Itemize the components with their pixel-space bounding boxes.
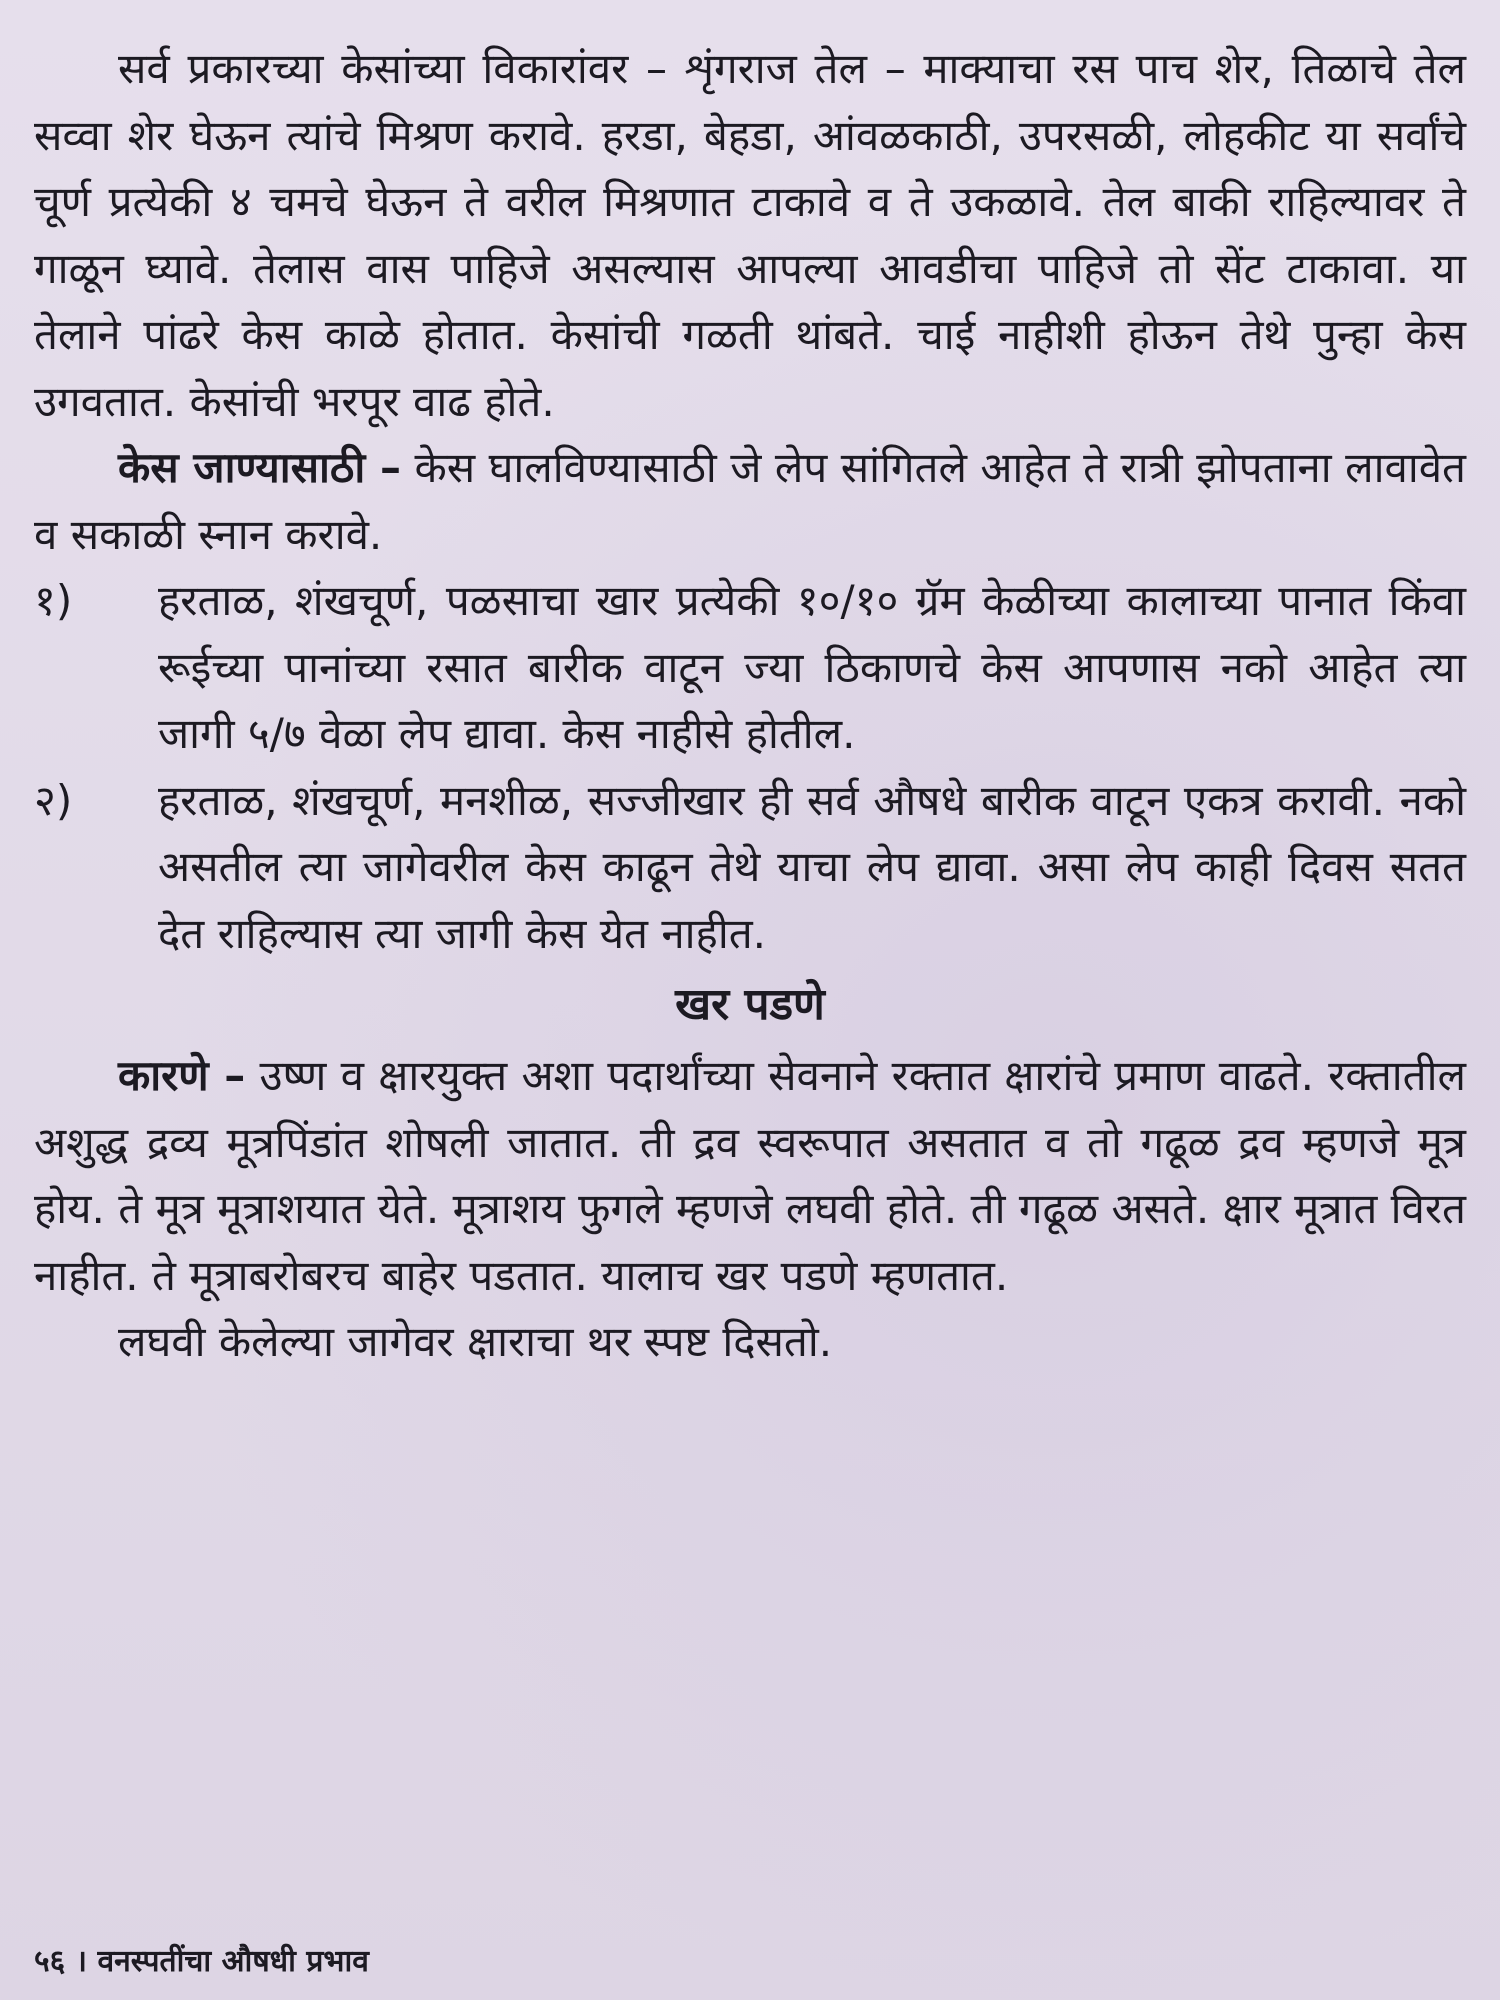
- paragraph-hair-removal-text: केस घालविण्यासाठी जे लेप सांगितले आहेत ते रात्री झोपताना लावावेत व सकाळी स्नान करावे.: [34, 443, 1466, 559]
- paragraph-causes-heading: कारणे –: [118, 1051, 246, 1100]
- paragraph-hair-removal-heading: केस जाण्यासाठी –: [118, 443, 401, 492]
- paragraph-urine-deposit: लघवी केलेल्या जागेवर क्षाराचा थर स्पष्ट दिसतो.: [118, 1317, 833, 1366]
- paragraph-shringraj-oil: सर्व प्रकारच्या केसांच्या विकारांवर – शृंगराज तेल – माक्याचा रस पाच शेर, तिळाचे तेल सव्वा शेर घेऊन त्यांचे मिश्रण करावे. हरडा, बेहडा, आंवळकाठी, उपरसळी, लोहकीट या सर्वांचे चूर्ण प्रत्येकी ४ चमचे घेऊन ते वरील मिश्रणात टाकावे व ते उकळावे. तेल बाकी राहिल्यावर ते गाळून घ्यावे. तेलास वास पाहिजे असल्यास आपल्या आवडीचा पाहिजे तो सेंट टाकावा. या तेलाने पांढरे केस काळे होतात. केसांची गळती थांबते. चाई नाहीशी होऊन तेथे पुन्हा केस उगवतात. केसांची भरपूर वाढ होते.: [34, 44, 1466, 426]
- paragraph-hair-removal: [34, 435, 1466, 568]
- list-item: [34, 768, 1466, 968]
- list-item-text: हरताळ, शंखचूर्ण, पळसाचा खार प्रत्येकी १०/१० ग्रॅम केळीच्या कालाच्या पानात किंवा रूईच्या पानांच्या रसात बारीक वाटून ज्या ठिकाणचे केस आपणास नको आहेत त्या जागी ५/७ वेळा लेप द्यावा. केस नाहीसे होतील.: [158, 576, 1466, 758]
- paragraph-causes: [34, 1043, 1466, 1309]
- section-heading: खर पडणे: [675, 979, 825, 1030]
- list-item-number: २): [34, 775, 73, 825]
- list-item-number: १): [34, 576, 73, 625]
- list-item: [34, 568, 1466, 768]
- paragraph-causes-text: उष्ण व क्षारयुक्त अशा पदार्थांच्या सेवनाने रक्तात क्षारांचे प्रमाण वाढते. रक्तातील अशुद्ध द्रव्य मूत्रपिंडांत शोषली जातात. ती द्रव स्वरूपात असतात व तो गढूळ द्रव म्हणजे मूत्र होय. ते मूत्र मूत्राशयात येते. मूत्राशय फुगले म्हणजे लघवी होते. ती गढूळ असते. क्षार मूत्रात विरत नाहीत. ते मूत्राबरोबरच बाहेर पडतात. यालाच खर पडणे म्हणतात.: [34, 1051, 1466, 1300]
- list-item-text: हरताळ, शंखचूर्ण, मनशीळ, सज्जीखार ही सर्व औषधे बारीक वाटून एकत्र करावी. नको असतील त्या जागेवरील केस काढून तेथे याचा लेप द्यावा. असा लेप काही दिवस सतत देत राहिल्यास त्या जागी केस येत नाहीत.: [158, 775, 1466, 958]
- page-footer: ५६ । वनस्पतींचा औषधी प्रभाव: [34, 1944, 369, 1979]
